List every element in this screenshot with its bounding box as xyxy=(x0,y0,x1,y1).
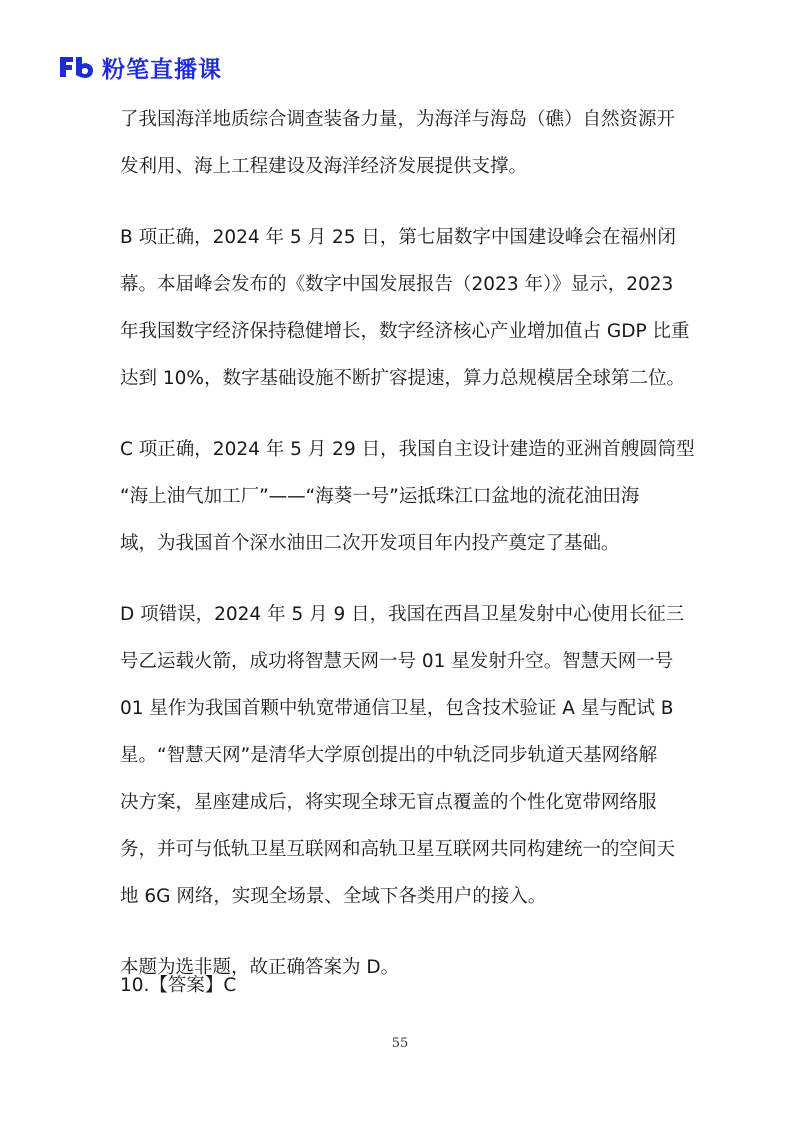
text-line: 达到 10%，数字基础设施不断扩容提速，算力总规模居全球第二位。 xyxy=(120,368,686,389)
text-line: 务，并可与低轨卫星互联网和高轨卫星互联网共同构建统一的空间天 xyxy=(120,839,676,860)
document-body xyxy=(120,96,695,1015)
page-number: 55 xyxy=(391,1036,409,1051)
text-line: 了我国海洋地质综合调查装备力量，为海洋与海岛（礁）自然资源开 xyxy=(120,109,676,130)
paragraph-a-continuation xyxy=(120,96,690,190)
header xyxy=(58,50,222,84)
text-line: 年我国数字经济保持稳健增长，数字经济核心产业增加值占 GDP 比重 xyxy=(120,321,690,342)
text-line: C 项正确，2024 年 5 月 29 日，我国自主设计建造的亚洲首艘圆筒型 xyxy=(120,439,695,460)
paragraph-option-d xyxy=(120,591,690,920)
text-line: 决方案，星座建成后，将实现全球无盲点覆盖的个性化宽带网络服 xyxy=(120,792,657,813)
text-line: 幕。本届峰会发布的《数字中国发展报告（2023 年）》显示，2023 xyxy=(120,274,674,295)
text-line: 号乙运载火箭，成功将智慧天网一号 01 星发射升空。智慧天网一号 xyxy=(120,651,674,672)
brand-title: 粉笔直播课 xyxy=(102,56,222,83)
text-line: 发利用、海上工程建设及海洋经济发展提供支撑。 xyxy=(120,156,528,177)
text-line: 地 6G 网络，实现全场景、全域下各类用户的接入。 xyxy=(120,886,547,907)
paragraph-option-c xyxy=(120,426,695,567)
text-line: B 项正确，2024 年 5 月 25 日，第七届数字中国建设峰会在福州闭 xyxy=(120,227,676,248)
fb-logo-icon xyxy=(58,54,94,80)
text-line: 本题为选非题，故正确答案为 D。 xyxy=(120,957,400,978)
answer-heading: 10.【答案】C xyxy=(120,975,237,996)
text-line: “海上油气加工厂”——“海葵一号”运抵珠江口盆地的流花油田海 xyxy=(120,486,640,507)
text-line: 域，为我国首个深水油田二次开发项目年内投产奠定了基础。 xyxy=(120,533,620,554)
paragraph-option-b xyxy=(120,214,690,402)
text-line: D 项错误，2024 年 5 月 9 日，我国在西昌卫星发射中心使用长征三 xyxy=(120,604,685,625)
text-line: 星。“智慧天网”是清华大学原创提出的中轨泛同步轨道天基网络解 xyxy=(120,745,658,766)
text-line: 01 星作为我国首颗中轨宽带通信卫星，包含技术验证 A 星与配试 B xyxy=(120,698,674,719)
